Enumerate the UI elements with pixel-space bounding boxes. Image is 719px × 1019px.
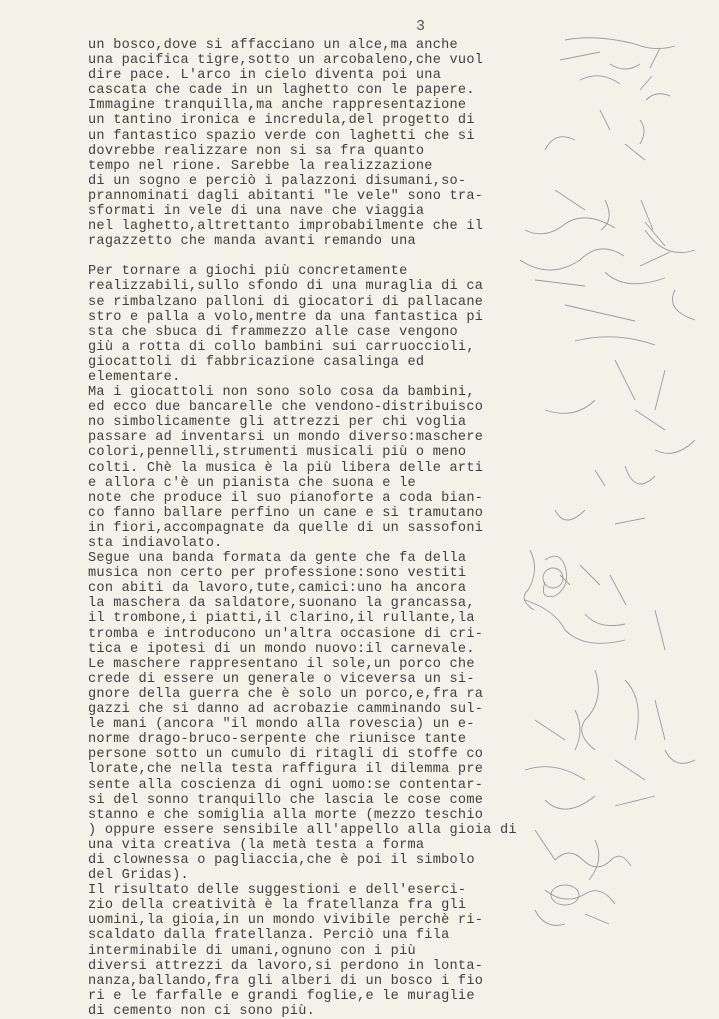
text-line: zio della creatività è la fratellanza fra gli bbox=[88, 898, 467, 914]
text-line: Per tornare a giochi più concretamente bbox=[88, 264, 408, 280]
text-line: un bosco,dove si affacciano un alce,ma anche bbox=[88, 38, 458, 53]
text-line: passare ad inventarsi un mondo diverso:maschere bbox=[88, 430, 484, 446]
text-line: ed ecco due bancarelle che vendono-distribuisco bbox=[88, 400, 484, 416]
text-line: uomini,la gioia,in un mondo vivibile perchè ri- bbox=[88, 913, 484, 929]
text-line: si del sonno tranquillo che lascia le cose come bbox=[88, 792, 484, 808]
text-line: giù a rotta di collo bambini sui carruoccioli, bbox=[88, 339, 475, 355]
text-line: crede di essere un generale o viceversa un si- bbox=[88, 671, 475, 687]
typed-text-body bbox=[88, 38, 517, 1019]
page-number: 3 bbox=[416, 18, 426, 35]
text-line: gazzi che si danno ad acrobazie camminando sul- bbox=[88, 702, 484, 718]
paragraph-gap bbox=[88, 249, 508, 264]
text-line: Il risultato delle suggestioni e dell'eserci- bbox=[88, 883, 467, 899]
text-line: tica e ipotesi di un mondo nuovo:il carnevale. bbox=[88, 641, 475, 657]
text-line: sta indiavolato. bbox=[88, 536, 223, 551]
text-line: scaldato dalla fratellanza. Perciò una fila bbox=[88, 928, 450, 944]
text-line: il trombone,i piatti,il clarino,il rullante,la bbox=[88, 611, 475, 627]
text-line: sformati in vele di una nave che viaggia bbox=[88, 204, 425, 220]
text-line: gnore della guerra che è solo un porco,e,fra ra bbox=[88, 686, 484, 702]
text-line: Le maschere rappresentano il sole,un porco che bbox=[88, 656, 475, 672]
text-line: no simbolicamente gli attrezzi per chi voglia bbox=[88, 415, 467, 431]
text-line: del Gridas). bbox=[88, 868, 189, 884]
text-line: giocattoli di fabbricazione casalinga ed bbox=[88, 354, 425, 370]
text-line: persone sotto un cumulo di ritagli di stoffe co bbox=[88, 747, 484, 763]
text-line: tromba e introducono un'altra occasione di cri- bbox=[88, 626, 484, 642]
text-line: nel laghetto,altrettanto improbabilmente che il bbox=[88, 219, 484, 235]
show-through-sketch bbox=[505, 30, 719, 1000]
text-line: diversi attrezzi da lavoro,si perdono in lonta- bbox=[88, 958, 484, 974]
text-line: con abiti da lavoro,tute,camici:uno ha ancora bbox=[88, 581, 467, 597]
text-line: interminabile di umani,ognuno con i più bbox=[88, 943, 416, 959]
paragraph-2 bbox=[88, 264, 517, 1019]
text-line: la maschera da saldatore,suonano la grancassa, bbox=[88, 596, 475, 612]
text-line: musica non certo per professione:sono vestiti bbox=[88, 566, 467, 582]
text-line: ) oppure essere sensibile all'appello alla gioia di bbox=[88, 822, 517, 838]
text-line: di cemento non ci sono più. bbox=[88, 1003, 316, 1019]
text-line: Ma i giocattoli non sono solo cosa da bambini, bbox=[88, 385, 475, 401]
text-line: Segue una banda formata da gente che fa della bbox=[88, 551, 467, 567]
text-line: colti. Chè la musica è la più libera delle arti bbox=[88, 460, 484, 476]
text-line: colori,pennelli,strumenti musicali più o meno bbox=[88, 445, 467, 461]
text-line: dovrebbe realizzare non si sa fra quanto bbox=[88, 143, 425, 159]
text-line: una pacifica tigre,sotto un arcobaleno,che vuol bbox=[88, 53, 484, 69]
text-line: di clownessa o pagliaccia,che è poi il simbolo bbox=[88, 852, 475, 868]
text-line: norme drago-bruco-serpente che riunisce tante bbox=[88, 732, 467, 748]
text-line: tempo nel rione. Sarebbe la realizzazione bbox=[88, 158, 433, 174]
text-line: elementare. bbox=[88, 369, 181, 385]
text-line: stanno e che somiglia alla morte (mezzo teschio bbox=[88, 807, 484, 823]
text-line: un fantastico spazio verde con laghetti che si bbox=[88, 128, 475, 144]
text-line: sta che sbuca di frammezzo alle case vengono bbox=[88, 324, 458, 340]
text-line: una vita creativa (la metà testa a forma bbox=[88, 837, 425, 853]
text-line: stro e palla a volo,mentre da una fantastica pi bbox=[88, 309, 484, 325]
text-line: dire pace. L'arco in cielo diventa poi una bbox=[88, 68, 442, 84]
text-line: note che produce il suo pianoforte a coda bian- bbox=[88, 490, 484, 506]
text-line: sente alla coscienza di ogni uomo:se contentar- bbox=[88, 777, 484, 793]
text-line: se rimbalzano palloni di giocatori di pallacane bbox=[88, 294, 484, 310]
paragraph-1 bbox=[88, 38, 508, 249]
text-line: in fiori,accompagnate da quelle di un sassofoni bbox=[88, 520, 484, 536]
text-line: realizzabili,sullo sfondo di una muraglia di ca bbox=[88, 279, 484, 295]
text-line: ragazzetto che manda avanti remando una bbox=[88, 234, 416, 250]
text-line: cascata che cade in un laghetto con le papere. bbox=[88, 83, 475, 99]
text-line: le mani (ancora "il mondo alla rovescia) un e- bbox=[88, 717, 475, 733]
text-line: un tantino ironica e incredula,del progetto di bbox=[88, 113, 475, 129]
text-line: co fanno ballare perfino un cane e si tramutano bbox=[88, 505, 484, 521]
text-line: lorate,che nella testa raffigura il dilemma pre bbox=[88, 762, 484, 778]
text-line: di un sogno e perciò i palazzoni disumani,so- bbox=[88, 173, 467, 189]
text-line: Immagine tranquilla,ma anche rappresentazione bbox=[88, 98, 467, 114]
text-line: prannominati dagli abitanti "le vele" sono tra- bbox=[88, 188, 484, 204]
text-line: nanza,ballando,fra gli alberi di un bosco i fio bbox=[88, 973, 484, 989]
text-line: ri e le farfalle e grandi foglie,e le muraglie bbox=[88, 988, 475, 1004]
text-line: e allora c'è un pianista che suona e le bbox=[88, 475, 416, 491]
